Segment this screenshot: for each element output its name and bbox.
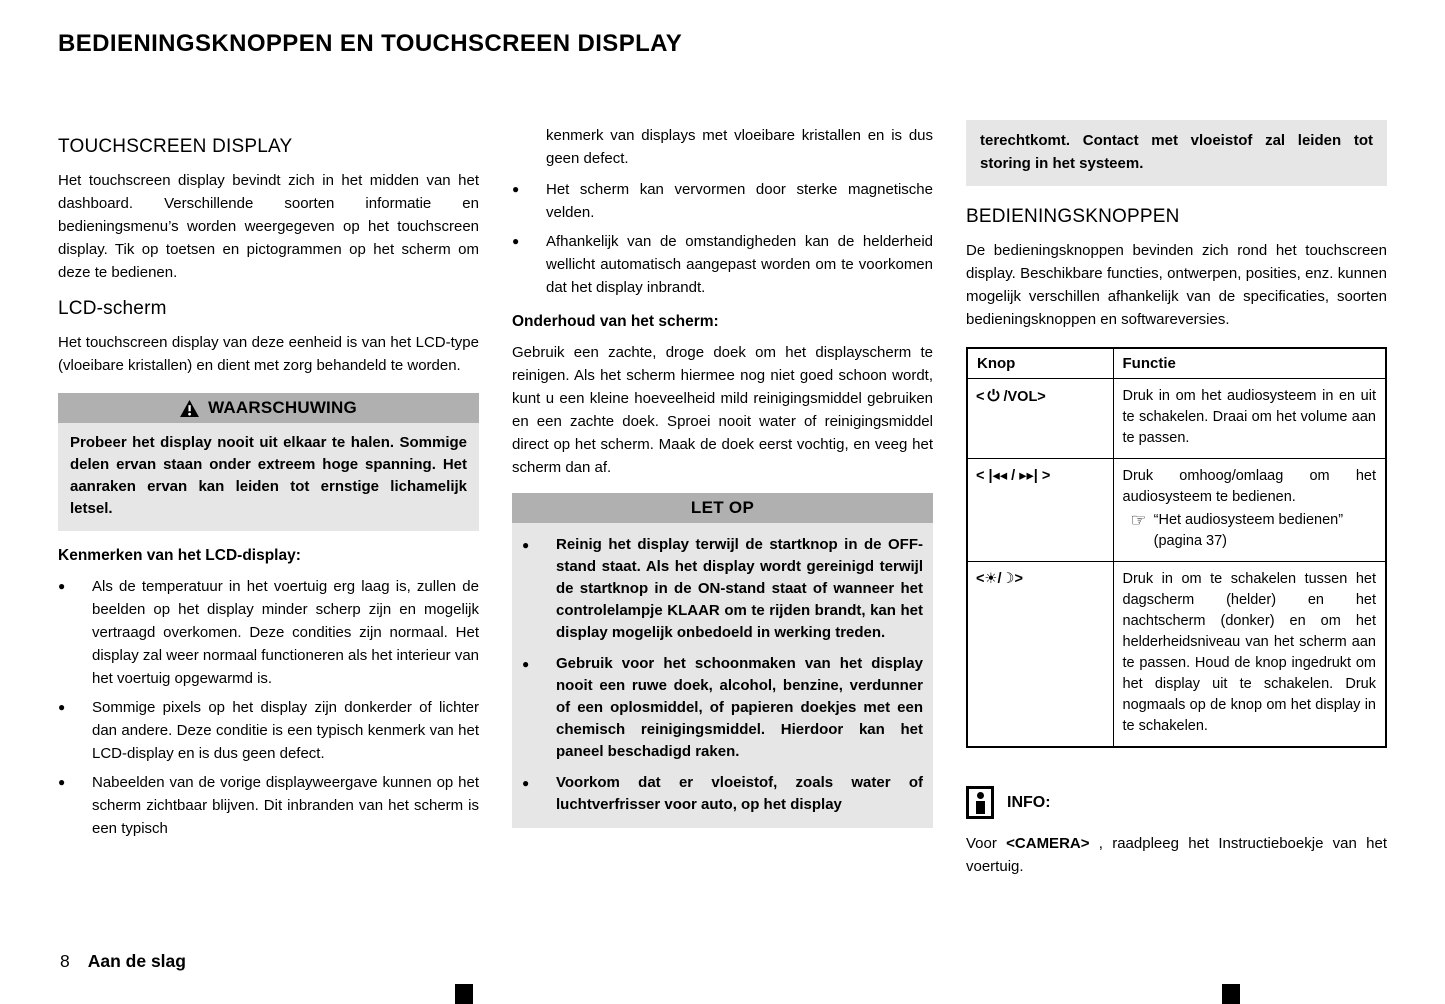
warning-header [58,393,479,423]
warning-box [58,393,479,531]
heading-bedieningsknoppen: BEDIENINGSKNOPPEN [966,206,1180,227]
table-cell-knop-seek: < |◂◂ / ▸▸| > [967,459,1113,562]
table-row [967,562,1386,748]
info-text-suffix: , raadpleeg het Instructieboekje van het voertuig. [966,835,1387,875]
warning-title: WAARSCHUWING [208,398,357,417]
column-2 [512,120,933,878]
bullet-text: ● Sommige pixels op het display zijn donkerder of lichter dan andere. Deze conditie is een typisch kenmerk van het LCD-display en is dus geen defect. [92,699,479,762]
info-text [966,832,1387,878]
table-row [967,379,1386,459]
heading-touchscreen-display: TOUCHSCREEN DISPLAY [58,136,293,157]
info-section-header [966,786,1387,819]
bullet-text: ● Het scherm kan vervormen door sterke magnetische velden. [546,181,933,221]
bullet-text: ● Als de temperatuur in het voertuig erg laag is, zullen de beelden op het display minder scherp zijn en mogelijk vertraagd overkomen. Deze condities zijn normaal. Het display zal weer normaal functioneren als het interieur van het voertuig opgewarmd is. [92,578,479,687]
functie-text: Druk omhoog/omlaag om het audiosysteem te bedienen. [1122,468,1376,505]
controls-table [966,347,1387,748]
paragraph-touchscreen: Het touchscreen display bevindt zich in het midden van het dashboard. Verschillende soorten informatie en bedieningsmenu’s worden weergegeven op het touchscreen display. Tik op toetsen en pictogrammen op het scherm om deze te bedienen. [58,172,479,281]
list-item [512,178,933,224]
continuation-text: kenmerk van displays met vloeibare kristallen en is dus geen defect. [546,127,933,167]
table-cell-functie [1113,459,1386,562]
warning-triangle-icon [180,400,199,417]
info-text-prefix: Voor [966,835,1007,852]
info-icon-dot [977,792,984,799]
caution-header: LET OP [512,493,933,523]
table-header-functie: Functie [1113,348,1386,379]
table-row [967,459,1386,562]
info-label: INFO: [1007,793,1051,811]
caution-box [512,493,933,828]
bullet-text: ● Nabeelden van de vorige displayweergave kunnen op het scherm zichtbaar blijven. Dit inbranden van het scherm is een typisch [92,774,479,837]
subheading-onderhoud: Onderhoud van het scherm: [512,313,719,330]
print-registration-mark [1222,984,1240,1004]
knop-text: < [976,389,985,405]
caution-continuation-box: terechtkomt. Contact met vloeistof zal leiden tot storing in het systeem. [966,120,1387,186]
reference-text: “Het audiosysteem bedienen” (pagina 37) [1153,512,1344,549]
column-1 [58,120,479,878]
refer-page-icon: ☞ [1130,510,1147,530]
list-item [522,653,923,763]
page-footer [60,951,186,972]
subheading-kenmerken: Kenmerken van het LCD-display: [58,547,301,564]
column-3 [966,120,1387,878]
list-item [522,534,923,644]
page-reference [1123,510,1377,552]
list-item [58,696,479,765]
list-item [58,575,479,690]
paragraph-bedieningsknoppen: De bedieningsknoppen bevinden zich rond het touchscreen display. Beschikbare functies, ontwerpen, posities, enz. kunnen mogelijk verschillen afhankelijk van de specificaties, soorten bedieningsknoppen en softwareversies. [966,242,1387,328]
warning-body: Probeer het display nooit uit elkaar te halen. Sommige delen ervan staan onder extreem hoge spanning. Het aanraken ervan kan leiden tot ernstige lichamelijk letsel. [58,423,479,531]
table-cell-knop-day-night: <☀/☽> [967,562,1113,748]
content-columns [58,120,1387,878]
bullet-text: ● Afhankelijk van de omstandigheden kan de helderheid wellicht automatisch aangepast worden om te voorkomen dat het display inbrandt. [546,233,933,296]
table-header-row [967,348,1386,379]
bullet-text: ● Voorkom dat er vloeistof, zoals water of luchtverfrisser voor auto, op het display [556,774,923,813]
footer-section-title: Aan de slag [87,951,186,971]
power-icon [986,388,1001,403]
heading-lcd-scherm: LCD-scherm [58,298,167,319]
bullet-text: ● Reinig het display terwijl de startknop in de OFF-stand staat. Als het display wordt gereinigd terwijl de startknop in de ON-stand staat of wanneer het controlelampje KLAAR om te rijden brandt, kan het display mogelijk onbedoeld in werking treden. [556,536,923,641]
info-icon-bar [976,801,985,814]
list-item [522,772,923,816]
page-number: 8 [60,951,70,971]
paragraph-lcd: Het touchscreen display van deze eenheid is van het LCD-type (vloeibare kristallen) en dient met zorg behandeld te worden. [58,334,479,374]
camera-button-label: <CAMERA> [1006,835,1090,852]
page-title: BEDIENINGSKNOPPEN EN TOUCHSCREEN DISPLAY [58,30,683,57]
info-icon [966,786,994,819]
list-item [58,771,479,840]
list-item [512,230,933,299]
table-cell-functie: Druk in om te schakelen tussen het dagscherm (helder) en het nachtscherm (donker) en om het helderheidsniveau van het scherm aan te passen. Houd de knop ingedrukt om het display uit te schakelen. Druk nogmaals op de knop om het display in te schakelen. [1113,562,1386,748]
table-cell-knop-power-vol [967,379,1113,459]
caution-body [512,523,933,828]
knop-text: /VOL> [1003,389,1046,405]
print-registration-mark [455,984,473,1004]
bullet-text: ● Gebruik voor het schoonmaken van het display nooit een ruwe doek, alcohol, benzine, verdunner of een oplosmiddel, of papieren doekjes met een chemisch reinigingsmiddel. Hierdoor kan het paneel beschadigd raken. [556,655,923,760]
paragraph-onderhoud: Gebruik een zachte, droge doek om het displayscherm te reinigen. Als het scherm hiermee nog niet goed schoon wordt, kunt u een kleine hoeveelheid mild reinigingsmiddel gebruiken en een zachte doek. Sproei nooit water of reinigingsmiddel direct op het scherm. Maak de doek eerst vochtig, en veeg het scherm dan af. [512,344,933,476]
table-cell-functie: Druk in om het audiosysteem in en uit te schakelen. Draai om het volume aan te passen. [1113,379,1386,459]
table-header-knop: Knop [967,348,1113,379]
